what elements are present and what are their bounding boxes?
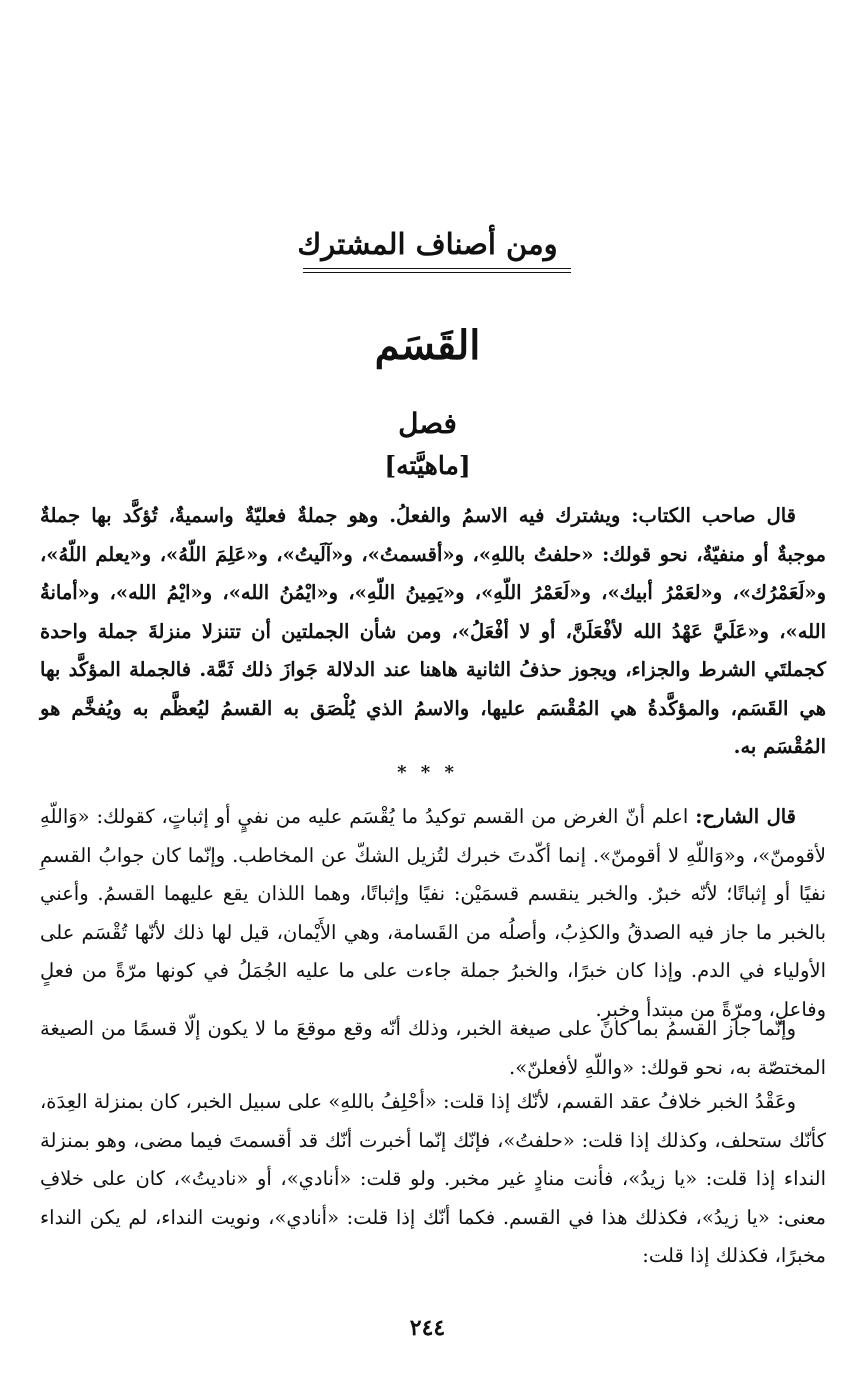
commentary-text-3: وعَقْدُ الخبر خلافُ عقد القسم، لأنّك إذا قلت: «أحْلِفُ باللهِ» على سبيل الخبر، كان بمنزلة العِدَة، كأنّك ستحلف، وكذلك إذا قلت: «حلفتُ»، فإنّك إنّما أخبرت أنّك قد أقسمتَ فيما مضى، وهو بمنزلة النداء إذا قلت: «يا زيدُ»، فأنت منادٍ غير مخبر. ولو قلت: «أنادي»، أو «ناديتُ»، كان على خلافِ معنى: «يا زيدُ»، فكذلك هذا في القسم. فكما أنّك إذا قلت: «أنادي»، ونويت النداء، لم يكن النداء مخبرًا، فكذلك إذا قلت:	[40, 1090, 826, 1267]
commentary-text-2: وإنّما جاز القسمُ بما كان على صيغة الخبر، وذلك أنّه وقع موقعَ ما لا يكون إلّا قسمًا من الصيغة المختصّة به، نحو قولك: «واللّهِ لأفعلنّ».	[40, 1017, 826, 1079]
matn-text: قال صاحب الكتاب: ويشترك فيه الاسمُ والفعلُ. وهو جملةٌ فعليّةٌ واسميةٌ، تُؤكَّد بها جملةٌ موجبةٌ أو منفيّةٌ، نحو قولك: «حلفتُ باللهِ»، و«أقسمتُ»، و«آلَيتُ»، و«عَلِمَ اللّهُ»، و«يعلم اللّهُ»، و«لَعَمْرُك»، و«لعَمْرُ أبيك»، و«لَعَمْرُ اللّهِ»، و«يَمِينُ اللّهِ»، و«ايْمُنُ الله»، و«ايْمُ الله»، و«أمانةُ الله»، و«عَلَيَّ عَهْدُ الله لأفْعَلَنَّ، أو لا أفْعَلُ»، ومن شأن الجملتين أن تتنزلا منزلةَ جملة واحدة كجملتَي الشرط والجزاء، ويجوز حذفُ الثانية هاهنا عند الدلالة جَوازَ ذلك ثَمَّة. فالجملة المؤكَّد بها هي القَسَم، والمؤكَّدةُ هي المُقْسَم عليها، والاسمُ الذي يُلْصَق به القسمُ ليُعظَّم به ويُفخَّم هو المُقْسَم به.	[40, 504, 826, 758]
commentary-text-1	[40, 798, 826, 1029]
commentary-paragraph-3	[40, 1083, 826, 1276]
commentary-lead: قال الشارح:	[695, 805, 796, 828]
commentary-paragraph-1	[40, 798, 826, 1029]
page-number: ٢٤٤	[409, 1315, 446, 1341]
commentary-body-1: اعلم أنّ الغرض من القسم توكيدُ ما يُقْسَم عليه من نفيٍ أو إثباتٍ، كقولك: «وَاللّهِ لأقومنّ»، و«وَاللّهِ لا أقومنّ». إنما أكّدتَ خبرك لتُزيل الشكّ عن المخاطب. وإنّما كان جوابُ القسمِ نفيًا أو إثباتًا؛ لأنّه خبرٌ. والخبر ينقسم قسمَيْن: نفيًا وإثباتًا، وهما اللذان يقع عليهما القسمُ. وأعني بالخبر ما جاز فيه الصدقُ والكذِبُ، وأصلُه من القَسامة، وهي الأَيْمان، قيل لها ذلك لأنّها تُقْسَم على الأولياء في الدم. وإذا كان خبرًا، والخبرُ جملة جاءت على ما عليه الجُمَلُ في كونها مرّةً من فعلٍ وفاعلٍ، ومرّةً من مبتدأ وخبرٍ.	[40, 805, 826, 1021]
commentary-paragraph-2	[40, 1010, 826, 1087]
section-title: ومن أصناف المشترك	[297, 227, 558, 261]
matn-paragraph	[40, 497, 826, 767]
section-title-underline	[303, 268, 571, 273]
subtitle: [ماهيَّته]	[384, 451, 471, 480]
fasl-heading: فصل	[398, 407, 457, 440]
separator-stars: * * *	[397, 762, 458, 783]
chapter-title: القَسَم	[374, 322, 481, 369]
